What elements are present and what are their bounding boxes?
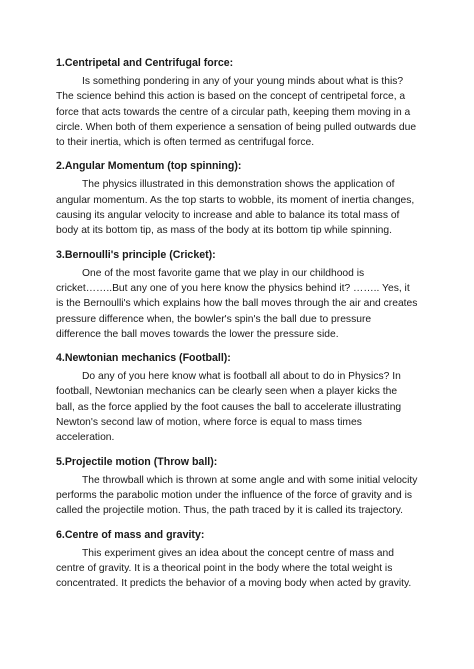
section-body: Is something pondering in any of your young minds about what is this? The science behind this action is based on the concept of centripetal force, a force that acts towards the centre of a circular path, keeping them moving in a circle. When both of them experience a sensation of being pulled outwards due to their inertia, which is often termed as centrifugal force.	[56, 76, 417, 149]
document-content	[56, 56, 418, 600]
section-body: This experiment gives an idea about the concept centre of mass and centre of gravity. It is a theorical point in the body where the total weight is concentrated. It predicts the behavior of a moving body when acted by gravity.	[56, 547, 412, 590]
section-bernoulli	[56, 248, 418, 342]
section-projectile-motion	[56, 455, 418, 519]
section-centripetal-centrifugal	[56, 56, 418, 150]
section-newtonian-mechanics	[56, 351, 418, 445]
section-heading: 4.Newtonian mechanics (Football):	[56, 352, 231, 365]
section-body: The physics illustrated in this demonstration shows the application of angular momentum. As the top starts to wobble, its moment of inertia changes, causing its angular velocity to increase and able to balance its total mass of body at its bottom tip, as mass of the body at its bottom tip while spinning.	[56, 179, 415, 237]
section-heading: 3.Bernoulli's principle (Cricket):	[56, 248, 216, 261]
section-centre-of-mass	[56, 528, 418, 592]
section-heading: 6.Centre of mass and gravity:	[56, 528, 205, 541]
section-angular-momentum	[56, 159, 418, 238]
section-heading: 5.Projectile motion (Throw ball):	[56, 455, 218, 468]
section-heading: 1.Centripetal and Centrifugal force:	[56, 57, 234, 69]
section-body: The throwball which is thrown at some angle and with some initial velocity performs the parabolic motion under the influence of the force of gravity and is called the projectile motion. Thus, the path traced by it is called its trajectory.	[56, 474, 418, 517]
section-body: Do any of you here know what is football all about to do in Physics? In football, Newtonian mechanics can be clearly seen when a player kicks the ball, as the force applied by the foot causes the ball to accelerate illustrating Newton's second law of motion, where force is equal to mass times acceleration.	[56, 371, 402, 444]
section-heading: 2.Angular Momentum (top spinning):	[56, 160, 242, 173]
section-body: One of the most favorite game that we play in our childhood is cricket……..But any one of you here know the physics behind it? …….. Yes, it is the Bernoulli's which explains how the ball moves through the air and creates pressure difference when, the bowler's spin's the ball due to pressure difference the ball moves towards the lower the pressure side.	[56, 267, 418, 340]
